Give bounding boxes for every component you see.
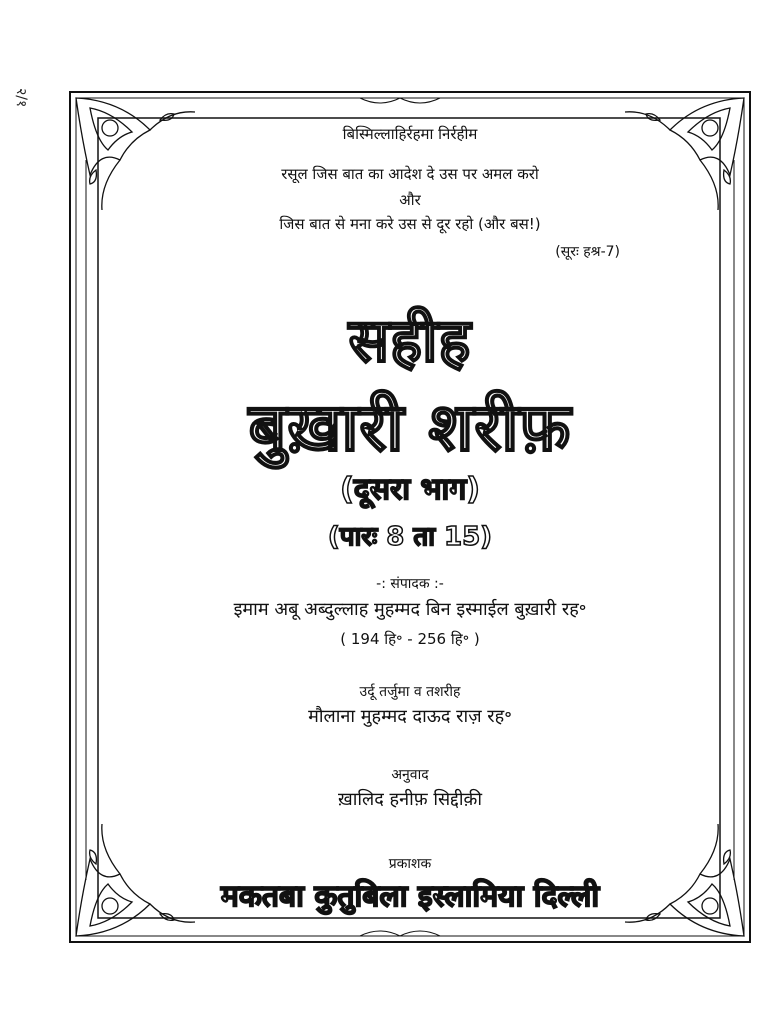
verse-line-3: जिस बात से मना करे उस से दूर रहो (और बस!) <box>279 215 541 233</box>
publisher-name: मकतबा कुतुबिला इस्लामिया दिल्ली <box>220 879 600 914</box>
verse-line-1: रसूल जिस बात का आदेश दे उस पर अमल करो <box>281 165 539 183</box>
editor-name: इमाम अबू अब्दुल्लाह मुहम्मद बिन इस्माईल बुख़ारी रह॰ <box>233 599 587 620</box>
para-range: (पारः 8 ता 15) <box>327 522 493 552</box>
page-side-mark: २/१ <box>13 88 29 108</box>
editor-label: -: संपादक :- <box>376 576 444 592</box>
title-page-content <box>70 92 750 942</box>
verse-reference: (सूरः हश्र-7) <box>555 244 620 260</box>
editor-years: ( 194 हि॰ - 256 हि॰ ) <box>340 630 480 648</box>
translator-name: ख़ालिद हनीफ़ सिद्दीक़ी <box>337 789 483 810</box>
verse-line-2: और <box>399 191 421 209</box>
publisher-label: प्रकाशक <box>388 856 432 872</box>
urdu-translation-label: उर्दू तर्जुमा व तशरीह <box>359 684 461 700</box>
translation-label: अनुवाद <box>391 767 429 783</box>
bismillah-heading: बिस्मिल्लाहिर्रहमा निर्रहीम <box>342 125 478 143</box>
volume-label: (दूसरा भाग) <box>340 472 480 507</box>
urdu-translator-name: मौलाना मुहम्मद दाऊद राज़ रह॰ <box>308 706 512 727</box>
book-title-line-1: सहीह <box>348 306 472 376</box>
book-title-line-2: बुख़ारी शरीफ़ <box>248 389 572 466</box>
